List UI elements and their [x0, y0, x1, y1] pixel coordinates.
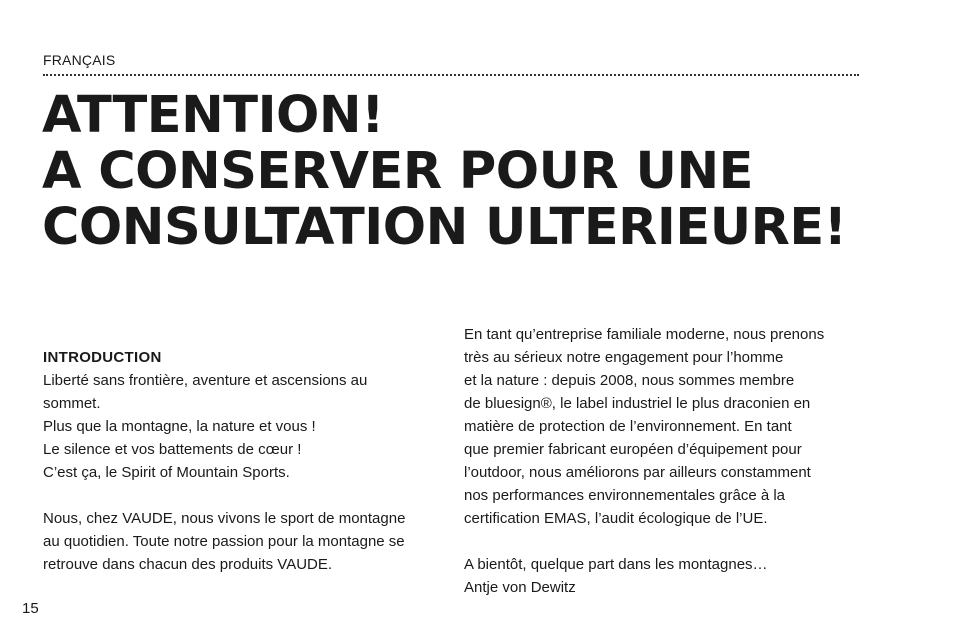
right-column — [464, 323, 864, 599]
headline-line: ATTENTION! — [42, 86, 384, 145]
section-heading: INTRODUCTION — [43, 349, 162, 366]
page-headline — [42, 88, 847, 256]
closing-line: A bientôt, quelque part dans les montagnes… — [464, 556, 768, 573]
headline-line: CONSULTATION ULTERIEURE! — [42, 198, 847, 257]
text-line: très au sérieux notre engagement pour l’homme — [464, 349, 784, 366]
text-line: de bluesign®, le label industriel le plus draconien en — [464, 395, 811, 412]
text-line: nos performances environnementales grâce à la — [464, 487, 786, 504]
text-line: Plus que la montagne, la nature et vous ! — [43, 418, 316, 435]
paragraph-gap — [464, 530, 864, 553]
text-line: que premier fabricant européen d’équipement pour — [464, 441, 802, 458]
signature: Antje von Dewitz — [464, 579, 576, 596]
text-line: Nous, chez VAUDE, nous vivons le sport de montagne — [43, 510, 406, 527]
text-line: C’est ça, le Spirit of Mountain Sports. — [43, 464, 290, 481]
text-line: l’outdoor, nous améliorons par ailleurs constamment — [464, 464, 811, 481]
text-line: sommet. — [43, 395, 101, 412]
language-label: FRANÇAIS — [43, 52, 116, 68]
left-column — [43, 346, 443, 576]
text-line: et la nature : depuis 2008, nous sommes membre — [464, 372, 795, 389]
text-line: Liberté sans frontière, aventure et ascensions au — [43, 372, 368, 389]
page-number: 15 — [22, 600, 39, 617]
headline-line: A CONSERVER POUR UNE — [42, 142, 753, 201]
text-line: certification EMAS, l’audit écologique de l’UE. — [464, 510, 768, 527]
text-line: En tant qu’entreprise familiale moderne, nous prenons — [464, 326, 825, 343]
text-line: Le silence et vos battements de cœur ! — [43, 441, 302, 458]
dotted-divider — [43, 74, 859, 76]
text-line: matière de protection de l’environnement. En tant — [464, 418, 792, 435]
text-line: au quotidien. Toute notre passion pour la montagne se — [43, 533, 405, 550]
paragraph-gap — [43, 484, 443, 507]
text-line: retrouve dans chacun des produits VAUDE. — [43, 556, 333, 573]
